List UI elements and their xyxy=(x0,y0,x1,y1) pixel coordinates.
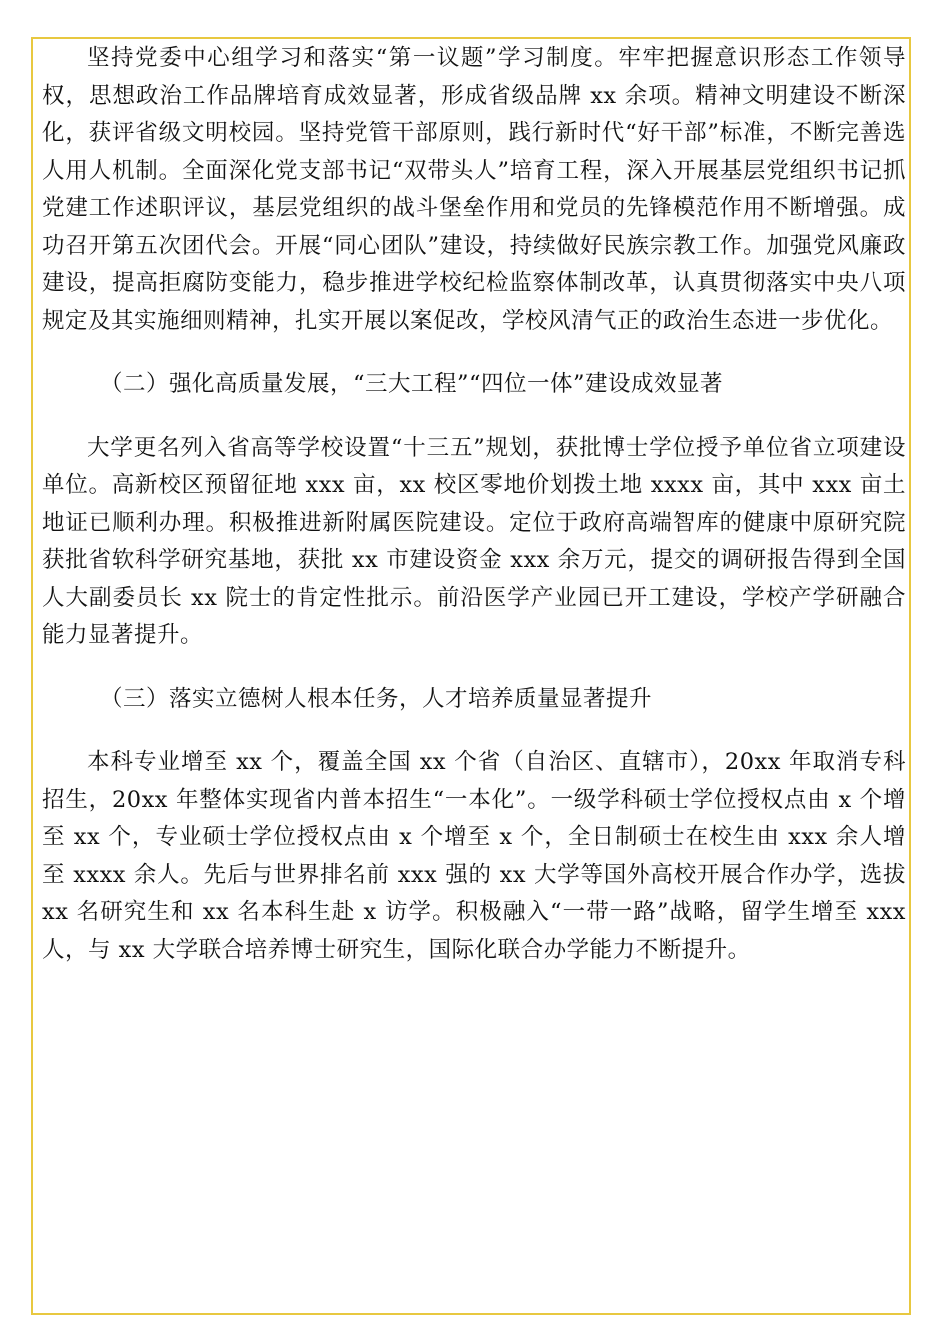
paragraph-development: 大学更名列入省高等学校设置“十三五”规划，获批博士学位授予单位省立项建设单位。高新校区预留征地 xxx 亩，xx 校区零地价划拨土地 xxxx 亩，其中 xxx 亩土地证已顺利办理。积极推进新附属医院建设。定位于政府高端智库的健康中原研究院获批省软科学研究基地，获批 xx 市建设资金 xxx 余万元，提交的调研报告得到全国人大副委员长 xx 院士的肯定性批示。前沿医学产业园已开工建设，学校产学研融合能力显著提升。 xyxy=(42,434,906,648)
paragraph-talent-training: 本科专业增至 xx 个，覆盖全国 xx 个省（自治区、直辖市），20xx 年取消专科招生，20xx 年整体实现省内普本招生“一本化”。一级学科硕士学位授权点由 x 个增至 xx 个，专业硕士学位授权点由 x 个增至 x 个，全日制硕士在校生由 xxx 余人增至 xxxx 余人。先后与世界排名前 xxx 强的 xx 大学等国外高校开展合作办学，选拔 xx 名研究生和 xx 名本科生赴 x 访学。积极融入“一带一路”战略，留学生增至 xxx 人，与 xx 大学联合培养博士研究生，国际化联合办学能力不断提升。 xyxy=(42,749,906,963)
section-heading-2: （二）强化高质量发展，“三大工程”“四位一体”建设成效显著 xyxy=(100,371,724,397)
section-heading-3: （三）落实立德树人根本任务，人才培养质量显著提升 xyxy=(100,685,653,712)
document-body xyxy=(42,40,906,969)
paragraph-party-building: 坚持党委中心组学习和落实“第一议题”学习制度。牢牢把握意识形态工作领导权，思想政治工作品牌培育成效显著，形成省级品牌 xx 余项。精神文明建设不断深化，获评省级文明校园。坚持党管干部原则，践行新时代“好干部”标准，不断完善选人用人机制。全面深化党支部书记“双带头人”培育工程，深入开展基层党组织书记抓党建工作述职评议，基层党组织的战斗堡垒作用和党员的先锋模范作用不断增强。成功召开第五次团代会。开展“同心团队”建设，持续做好民族宗教工作。加强党风廉政建设，提高拒腐防变能力，稳步推进学校纪检监察体制改革，认真贯彻落实中央八项规定及其实施细则精神，扎实开展以案促改，学校风清气正的政治生态进一步优化。 xyxy=(42,45,906,334)
